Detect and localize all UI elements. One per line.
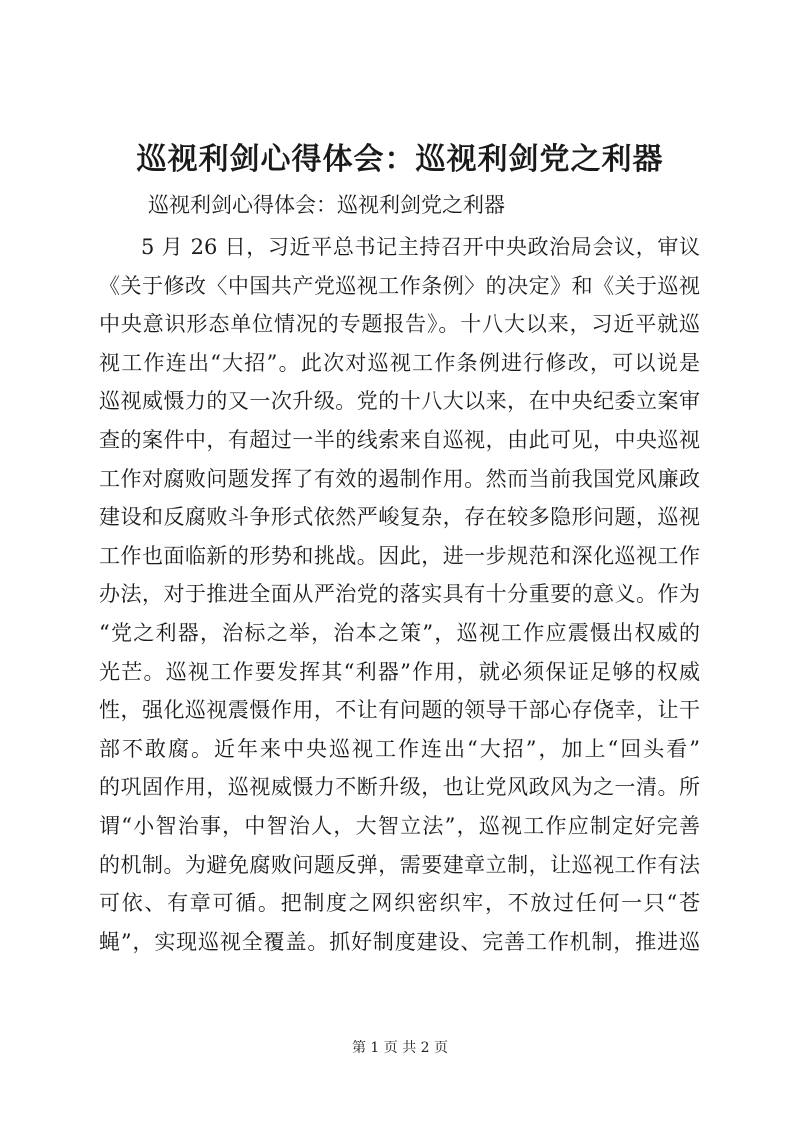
- text-line: 工作也面临新的形势和挑战。因此，进一步规范和深化巡视工作: [99, 543, 700, 568]
- page-number-footer: 第 1 页 共 2 页: [351, 1040, 449, 1056]
- document-subtitle: 巡视利剑心得体会：巡视利剑党之利器: [148, 193, 505, 217]
- text-line: 中央意识形态单位情况的专题报告》。十八大以来，习近平就巡: [99, 312, 700, 337]
- text-line: 办法，对于推进全面从严治党的落实具有十分重要的意义。作为: [99, 582, 700, 607]
- text-line: 工作对腐败问题发挥了有效的遏制作用。然而当前我国党风廉政: [99, 466, 700, 491]
- document-title: 巡视利剑心得体会：巡视利剑党之利器: [136, 142, 664, 177]
- text-line: 蝇”，实现巡视全覆盖。抓好制度建设、完善工作机制，推进巡: [99, 929, 700, 954]
- text-line: 光芒。巡视工作要发挥其“利器”作用，就必须保证足够的权威: [99, 659, 700, 684]
- text-line: 的巩固作用，巡视威慑力不断升级，也让党风政风为之一清。所: [99, 775, 700, 800]
- text-line: 性，强化巡视震慑作用，不让有问题的领导干部心存侥幸，让干: [99, 698, 700, 723]
- text-line: 《关于修改〈中国共产党巡视工作条例〉的决定》和《关于巡视: [99, 273, 700, 298]
- text-line: 巡视威慑力的又一次升级。党的十八大以来，在中央纪委立案审: [99, 389, 700, 414]
- text-line: 谓“小智治事，中智治人，大智立法”，巡视工作应制定好完善: [99, 813, 700, 838]
- text-line: 部不敢腐。近年来中央巡视工作连出“大招”，加上“回头看”: [99, 736, 700, 761]
- text-line: 查的案件中，有超过一半的线索来自巡视，由此可见，中央巡视: [99, 427, 700, 452]
- text-line: 视工作连出“大招”。此次对巡视工作条例进行修改，可以说是: [99, 350, 700, 375]
- text-line: “党之利器，治标之举，治本之策”，巡视工作应震慑出权威的: [99, 620, 700, 645]
- text-line: 建设和反腐败斗争形式依然严峻复杂，存在较多隐形问题，巡视: [99, 505, 700, 530]
- text-line: 可依、有章可循。把制度之网织密织牢，不放过任何一只“苍: [99, 891, 700, 916]
- text-line: 5 月 26 日，习近平总书记主持召开中央政治局会议，审议: [141, 235, 700, 259]
- text-line: 的机制。为避免腐败问题反弹，需要建章立制，让巡视工作有法: [99, 852, 700, 877]
- body-paragraph: [99, 228, 700, 961]
